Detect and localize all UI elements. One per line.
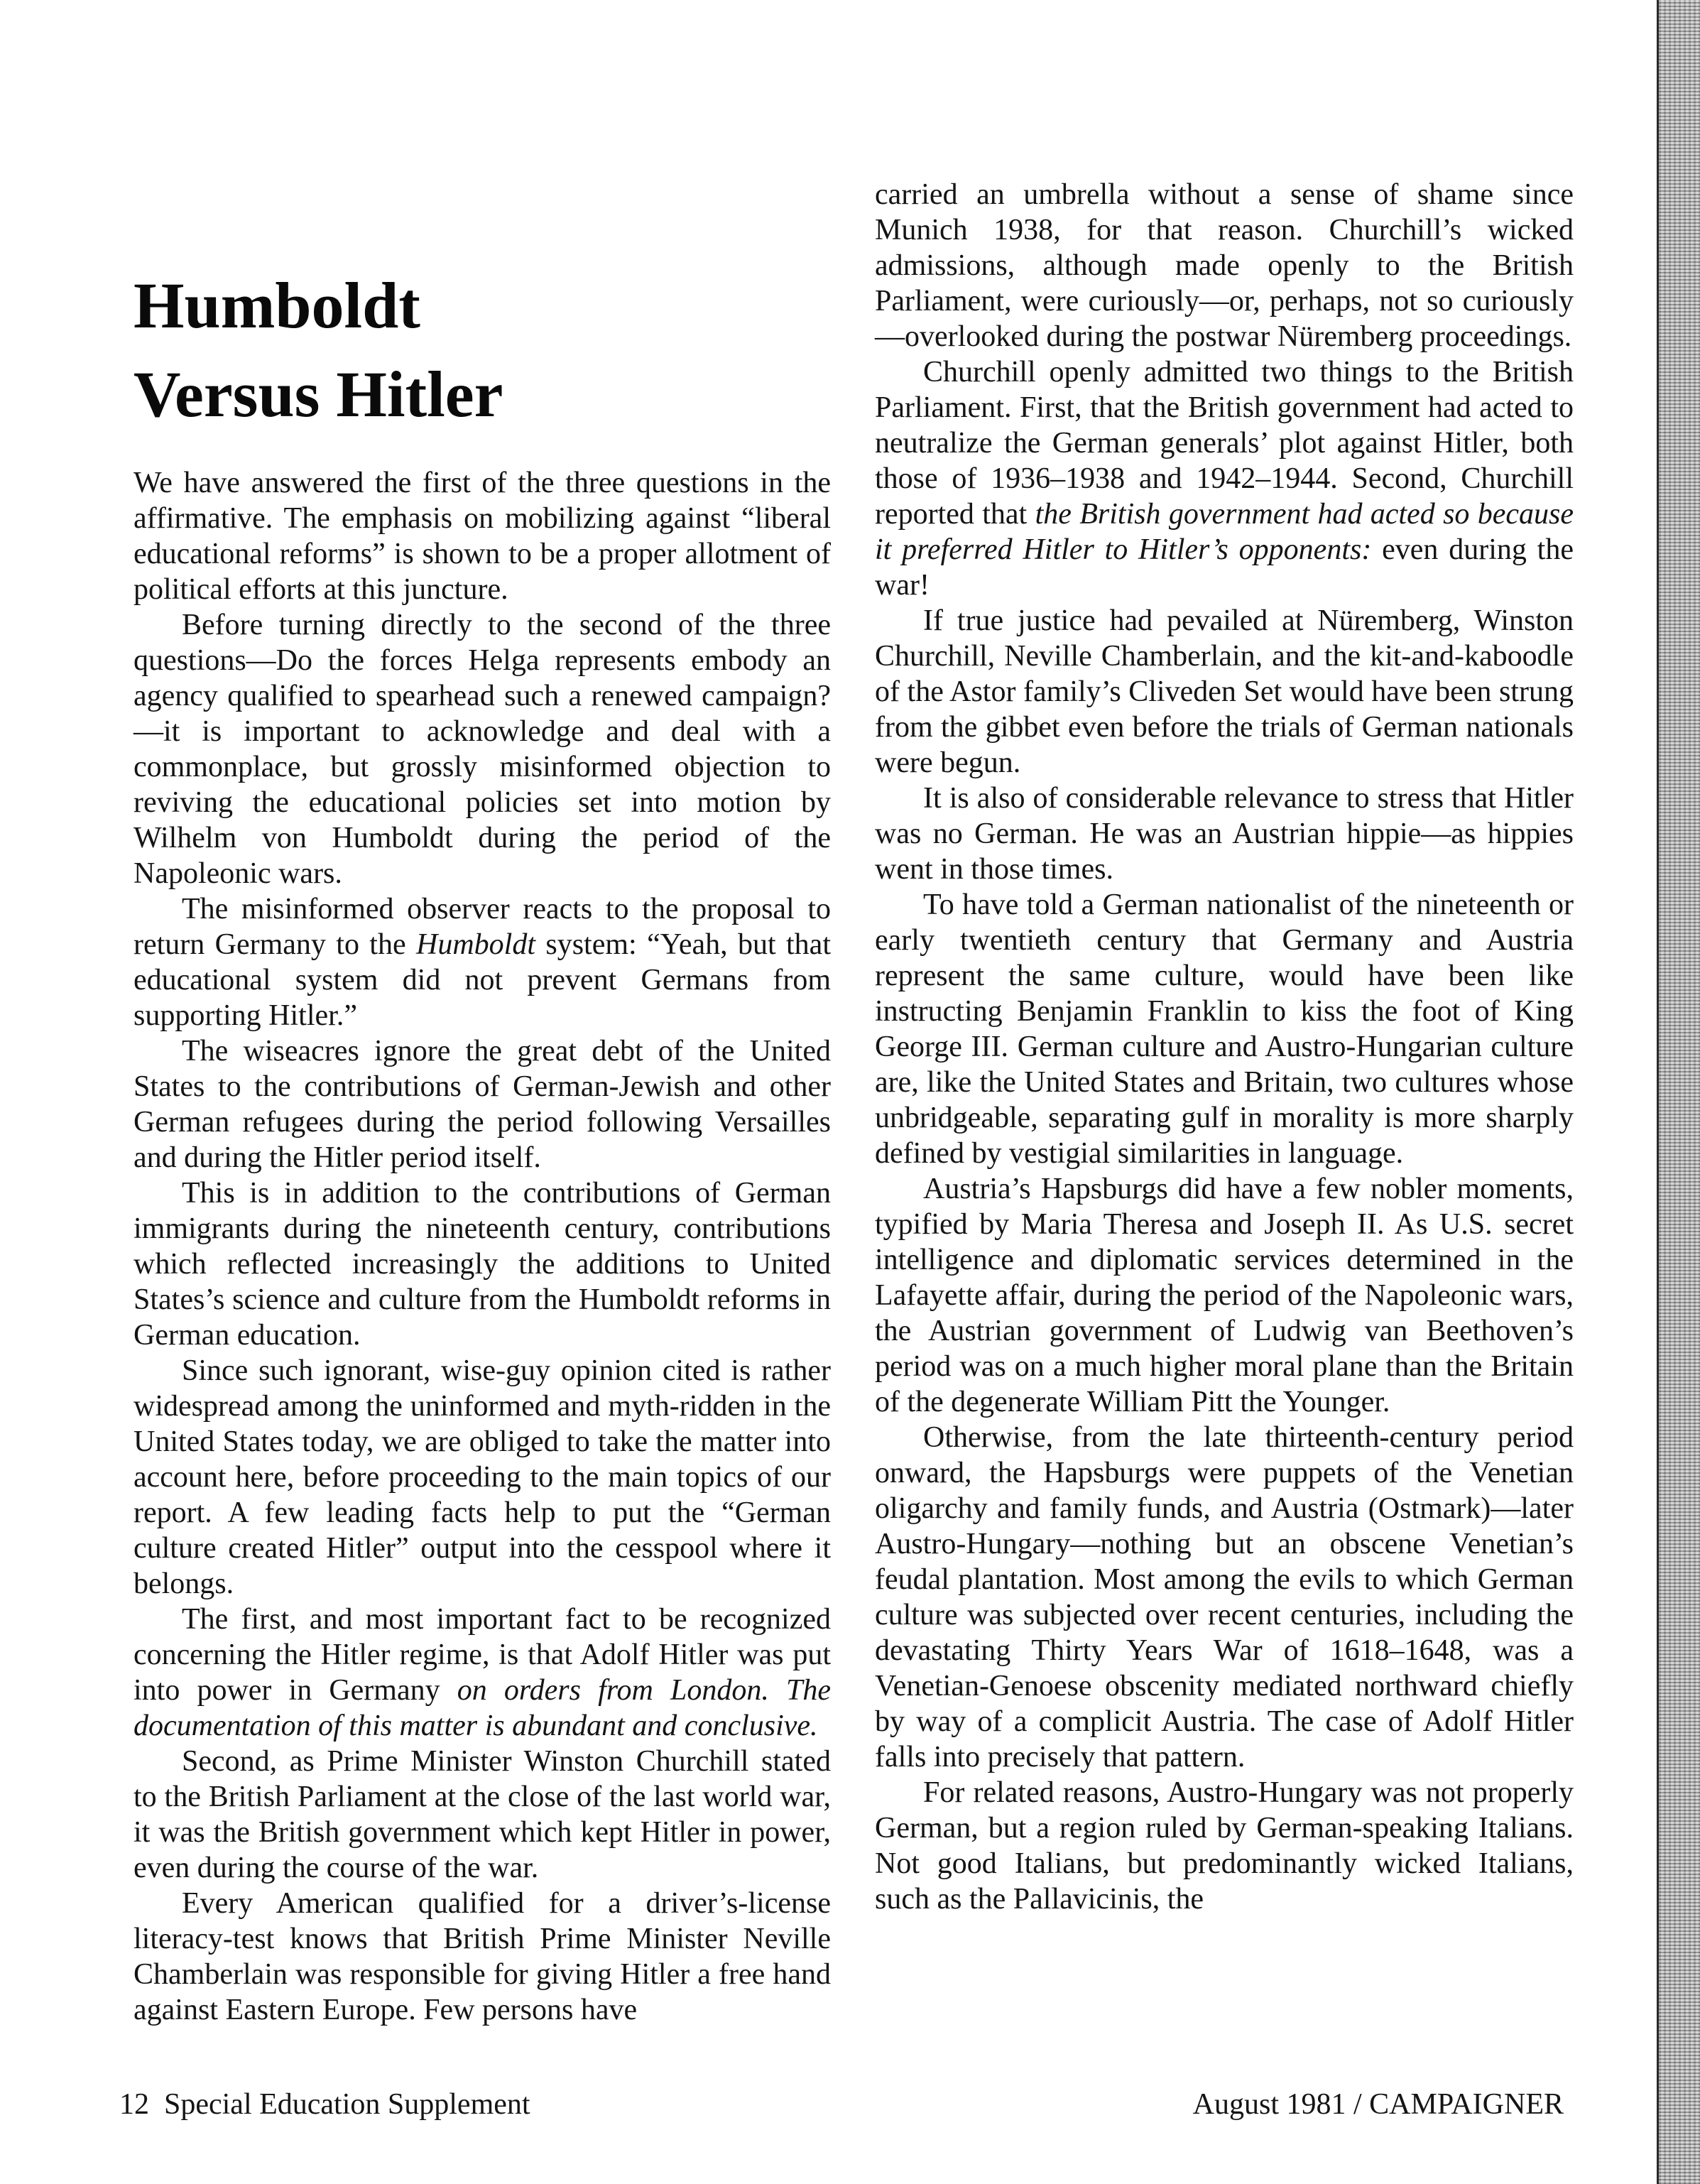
paragraph: This is in addition to the contributions of German immigrants during the nineteenth century, contributions which reflected increasingly the additions to United States’s science and culture from the Humboldt reforms in German education.: [134, 1177, 831, 1352]
italic-text: on orders from London. The documentation of this matter is abundant and conclusive.: [134, 1674, 831, 1742]
paragraph: Austria’s Hapsburgs did have a few nobler moments, typified by Maria Theresa and Joseph II. As U.S. secret intelligence and diplomatic services determined in the Lafayette affair, during the period of the Napoleonic wars, the Austrian government of Ludwig van Beethoven’s period was on a much higher moral plane than the Britain of the degenerate William Pitt the Younger.: [875, 1173, 1574, 1418]
scanned-page-edge: [1659, 0, 1700, 2184]
text-run: even during the war!: [875, 533, 1574, 602]
paragraph: It is also of considerable relevance to stress that Hitler was no German. He was an Austrian hippie—as hippies went in those times.: [875, 782, 1574, 886]
article-title: [134, 261, 773, 439]
right-column: [875, 177, 1574, 1917]
paragraph: Otherwise, from the late thirteenth-century period onward, the Hapsburgs were puppets of the Venetian oligarchy and family funds, and Austria (Ostmark)—later Austro-Hungary—nothing but an obscene Venetian’s feudal plantation. Most among the evils to which German culture was subjected over recent centuries, including the devastating Thirty Years War of 1618–1648, was a Venetian-Genoese obscenity mediated northward chiefly by way of a complicit Austria. The case of Adolf Hitler falls into precisely that pattern.: [875, 1421, 1574, 1773]
italic-text: the British government had acted so because it preferred Hitler to Hitler’s opponents:: [875, 498, 1574, 566]
footer-page-number-section: 12 Special Education Supplement: [119, 2088, 530, 2121]
paragraph: Second, as Prime Minister Winston Churchill stated to the British Parliament at the close of the last world war, it was the British government which kept Hitler in power, even during the course of the war.: [134, 1745, 831, 1884]
title-line-1: Humboldt: [134, 269, 420, 342]
paragraph: To have told a German nationalist of the nineteenth or early twentieth century that Germany and Austria represent the same culture, would have been like instructing Benjamin Franklin to kiss the foot of King George III. German culture and Austro-Hungarian culture are, like the United States and Britain, two cultures whose unbridgeable, separating gulf in morality is more sharply defined by vestigial similarities in language.: [875, 889, 1574, 1170]
title-line-2: Versus Hitler: [134, 358, 503, 430]
italic-text: Humboldt: [416, 928, 535, 961]
paragraph: Before turning directly to the second of the three questions—Do the forces Helga represents embody an agency qualified to spearhead such a renewed campaign?—it is important to acknowledge and deal with a commonplace, but grossly misinformed objection to reviving the educational policies set into motion by Wilhelm von Humboldt during the period of the Napoleonic wars.: [134, 609, 831, 890]
paragraph: [134, 891, 831, 1033]
paragraph: Since such ignorant, wise-guy opinion cited is rather widespread among the uninformed and myth-ridden in the United States today, we are obliged to take the matter into account here, before proceeding to the main topics of our report. A few leading facts help to put the “German culture created Hitler” output into the cesspool where it belongs.: [134, 1354, 831, 1600]
left-column: [134, 465, 831, 2028]
text-run: The misinformed observer reacts to the proposal to return Germany to the: [134, 893, 831, 961]
text-run: Churchill openly admitted two things to the British Parliament. First, that the British government had acted to neutralize the German generals’ plot against Hitler, both those of 1936–1938 and 1942–1944. Second, Churchill reported that: [875, 356, 1574, 531]
text-run: system: “Yeah, but that educational system did not prevent Germans from supporting Hitler.”: [134, 928, 831, 1032]
paragraph: Every American qualified for a driver’s-license literacy-test knows that British Prime Minister Neville Chamberlain was responsible for giving Hitler a free hand against Eastern Europe. Few persons have: [134, 1887, 831, 2026]
paragraph: carried an umbrella without a sense of shame since Munich 1938, for that reason. Churchill’s wicked admissions, although made openly to the British Parliament, were curiously—or, perhaps, not so curiously—overlooked during the postwar Nüremberg proceedings.: [875, 178, 1574, 353]
paragraph: If true justice had pevailed at Nüremberg, Winston Churchill, Neville Chamberlain, and the kit-and-kaboodle of the Astor family’s Cliveden Set would have been strung from the gibbet even before the trials of German nationals were begun.: [875, 604, 1574, 779]
text-run: The first, and most important fact to be recognized concerning the Hitler regime, is that Adolf Hitler was put into power in Germany: [134, 1603, 831, 1707]
paragraph: For related reasons, Austro-Hungary was not properly German, but a region ruled by German-speaking Italians. Not good Italians, but predominantly wicked Italians, such as the Pallavicinis, the: [875, 1776, 1574, 1916]
paragraph: We have answered the first of the three questions in the affirmative. The emphasis on mobilizing against “liberal educational reforms” is shown to be a proper allotment of political efforts at this juncture.: [134, 467, 831, 606]
paragraph: [134, 1602, 831, 1744]
paragraph: [875, 354, 1574, 603]
footer-issue-date: August 1981 / CAMPAIGNER: [1192, 2088, 1564, 2121]
paragraph: The wiseacres ignore the great debt of the United States to the contributions of German-Jewish and other German refugees during the period following Versailles and during the Hitler period itself.: [134, 1035, 831, 1174]
